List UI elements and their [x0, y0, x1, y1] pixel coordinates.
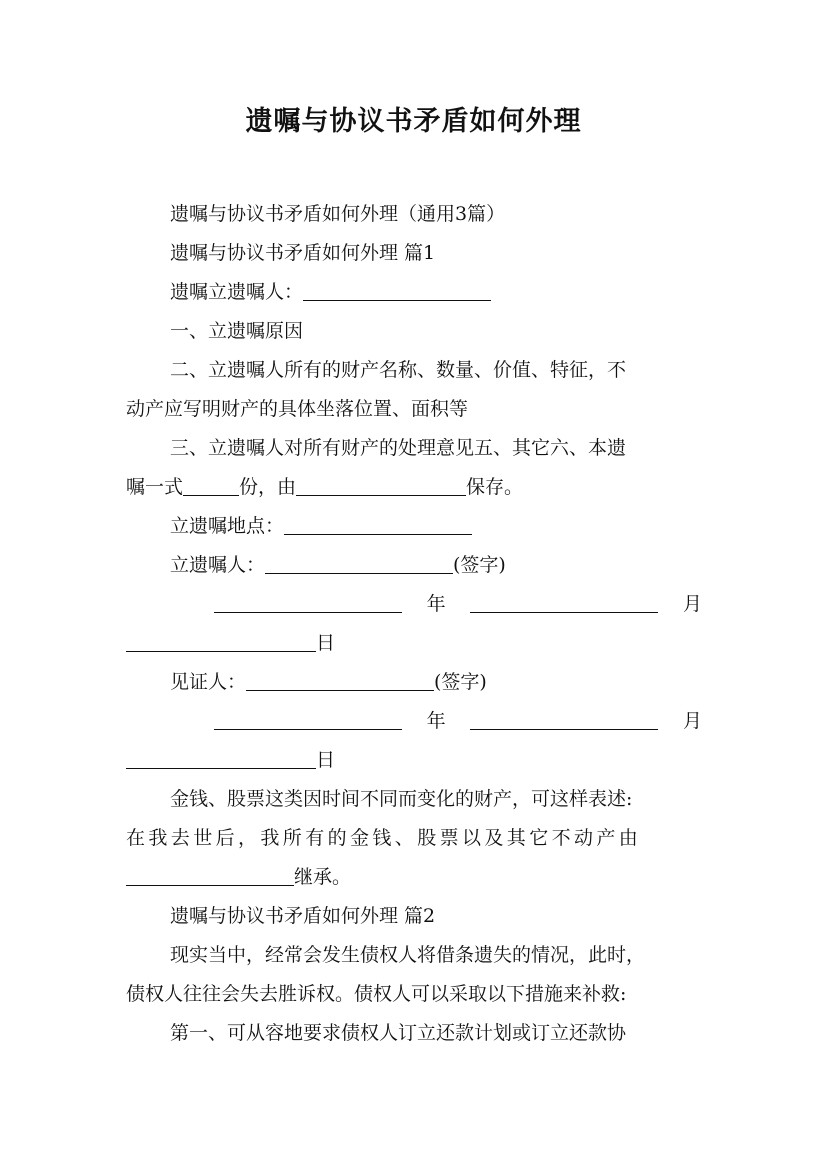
month-blank [470, 590, 658, 613]
month-label: 月 [682, 593, 702, 615]
clause-3-line-1: 三、立遗嘱人对所有财产的处理意见五、其它六、本遗 [170, 437, 627, 459]
witness-signature-note: (签字) [434, 671, 487, 693]
clause-2-line-1: 二、立遗嘱人所有的财产名称、数量、价值、特征，不 [170, 359, 627, 381]
paragraph-lost-iou-line-1: 现实当中，经常会发生债权人将借条遗失的情况，此时， [170, 944, 646, 966]
clause-2-line-2: 动产应写明财产的具体坐落位置、面积等 [126, 398, 469, 420]
money-clause-line-2: 在我去世后，我所有的金钱、股票以及其它不动产由 [126, 827, 642, 849]
place-blank [284, 512, 472, 535]
heir-blank [126, 863, 294, 886]
month-blank-2 [470, 707, 658, 730]
place-line [126, 507, 702, 546]
testator-label: 遗嘱立遗嘱人： [170, 281, 304, 303]
keeper-blank [296, 473, 466, 496]
signer-line [126, 546, 702, 585]
clause-3-line-2 [126, 468, 702, 507]
inherit-suffix: 继承。 [294, 866, 352, 888]
testator-line [126, 273, 702, 312]
money-clause-line-3 [126, 858, 702, 897]
keeper-label: 份，由 [239, 476, 297, 498]
testator-blank [303, 278, 491, 301]
keep-suffix: 保存。 [466, 476, 524, 498]
section-heading-2: 遗嘱与协议书矛盾如何外理 篇2 [170, 905, 436, 927]
day-label: 日 [316, 632, 336, 654]
year-blank-2 [214, 707, 402, 730]
section-heading-1: 遗嘱与协议书矛盾如何外理 篇1 [170, 242, 436, 264]
date-line-2-day [126, 741, 702, 780]
year-label-2: 年 [426, 710, 446, 732]
date-line-1 [126, 585, 702, 624]
witness-blank [246, 668, 434, 691]
day-blank [126, 629, 316, 652]
paragraph-lost-iou-line-2: 债权人往往会失去胜诉权。债权人可以采取以下措施来补救: [126, 983, 627, 1005]
signature-note: (签字) [453, 554, 506, 576]
witness-label: 见证人： [170, 671, 247, 693]
date-line-2 [126, 702, 702, 741]
copies-blank [183, 473, 239, 496]
signer-blank [265, 551, 453, 574]
copies-label: 嘱一式 [126, 476, 184, 498]
year-blank [214, 590, 402, 613]
document-title: 遗嘱与协议书矛盾如何外理 [245, 106, 582, 137]
paragraph-intro: 遗嘱与协议书矛盾如何外理（通用3篇） [170, 203, 506, 225]
year-label: 年 [426, 593, 446, 615]
measure-1-line-1: 第一、可从容地要求债权人订立还款计划或订立还款协 [170, 1022, 627, 1044]
witness-line [126, 663, 702, 702]
money-clause-line-1: 金钱、股票这类因时间不同而变化的财产，可这样表述: [170, 788, 633, 810]
day-label-2: 日 [316, 749, 336, 771]
month-label-2: 月 [682, 710, 702, 732]
place-label: 立遗嘱地点： [170, 515, 285, 537]
signer-label: 立遗嘱人： [170, 554, 266, 576]
document-body [126, 195, 702, 1053]
day-blank-2 [126, 746, 316, 769]
clause-1: 一、立遗嘱原因 [170, 320, 304, 342]
date-line-1-day [126, 624, 702, 663]
